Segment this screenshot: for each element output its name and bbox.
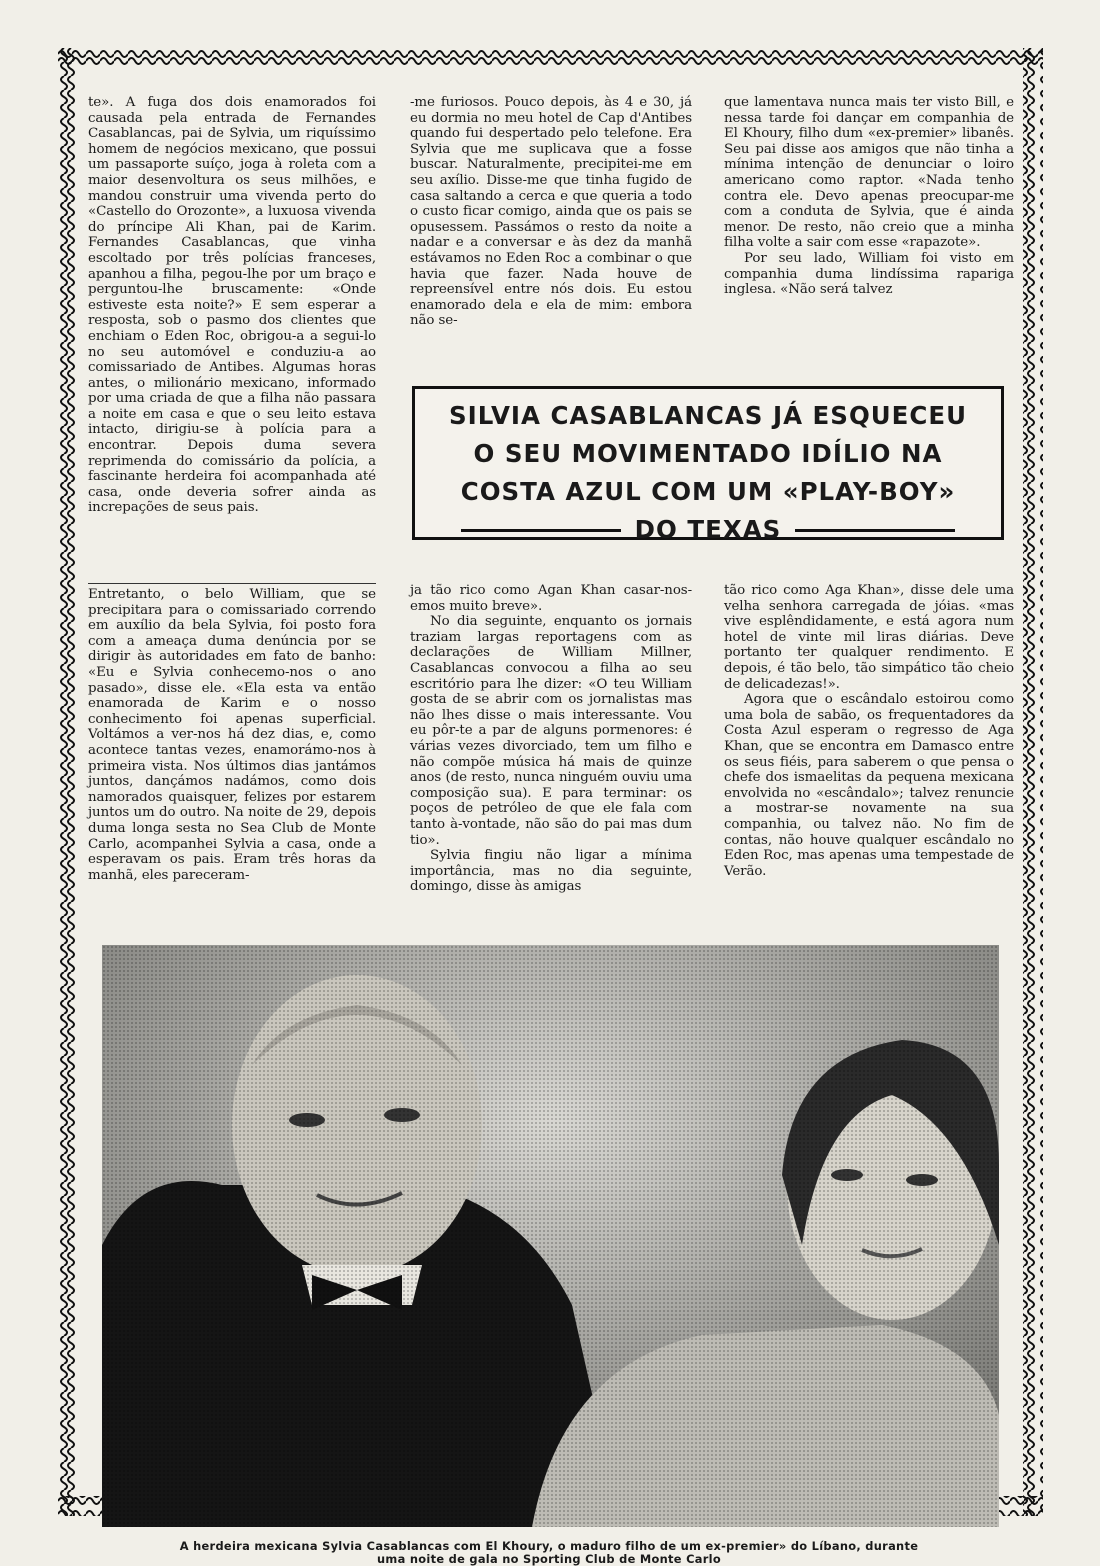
paragraph: tão rico como Aga Khan», disse dele uma velha senhora carregada de jóias. «mas vive esplêndidamente, e está agora num hotel de vinte mil liras diárias. Deve portanto ter qualquer rendimento. E depois, é tão belo, tão simpático tão cheio de delicadezas!». (724, 583, 1014, 692)
paragraph: ja tão rico como Agan Khan casar-nos-emos muito breve». (410, 583, 692, 614)
column-divider (88, 583, 376, 584)
text-column-4 (410, 583, 692, 895)
paragraph: -me furiosos. Pouco depois, às 4 e 30, já eu dormia no meu hotel de Cap d'Antibes quando fui despertado pelo telefone. Era Sylvia que me suplicava que a fosse buscar. Naturalmente, precipitei-me em seu axílio. Disse-me que tinha fugido de casa saltando a cerca e que queria a todo o custo ficar comigo, ainda que os pais se opusessem. Passámos o resto da noite a nadar e a conversar e às dez da manhã estávamos no Eden Roc a combinar o que havia que fazer. Nada houve de repreensível entre nós dois. Eu estou enamorado dela e ela de mim: embora não se- (410, 95, 692, 329)
headline-box (412, 386, 1004, 544)
caption-line-2: uma noite de gala no Sporting Club de Monte Carlo (377, 1552, 721, 1566)
headline-line-2: O SEU MOVIMENTADO IDÍLIO NA (473, 439, 943, 468)
headline-line-4-row (415, 511, 1001, 549)
paragraph: Agora que o escândalo estoirou como uma bola de sabão, os frequentadores da Costa Azul esperam o regresso de Aga Khan, que se encontra em Damasco entre os seus fiéis, para saberem o que pensa o chefe dos ismaelitas da pequena mexicana envolvida no «escândalo»; talvez renuncie a mostrar-se novamente na sua companhia, ou talvez não. No fim de contas, não houve qualquer escândalo no Eden Roc, mas apenas uma tempestade de Verão. (724, 692, 1014, 879)
paragraph: Sylvia fingiu não ligar a mínima importância, mas no dia seguinte, domingo, disse às amigas (410, 848, 692, 895)
text-column-5 (724, 583, 1014, 879)
paragraph: Por seu lado, William foi visto em companhia duma lindíssima rapariga inglesa. «Não será talvez (724, 250, 1014, 298)
caption-line-1: A herdeira mexicana Sylvia Casablancas com El Khoury, o maduro filho de um ex-premier» do Líbano, durante (179, 1539, 919, 1553)
headline (415, 397, 1001, 549)
text-column-1 (88, 95, 376, 516)
headline-line-1: SILVIA CASABLANCAS JÁ ESQUECEU (448, 401, 968, 430)
photo-caption (94, 1540, 1004, 1566)
paragraph: te». A fuga dos dois enamorados foi causada pela entrada de Fernandes Casablancas, pai de Sylvia, um riquíssimo homem de negócios mexicano, que possui um passaporte suíço, joga à roleta com a maior desenvoltura os seus milhões, e mandou construir uma vivenda perto do «Castello do Orozonte», a luxuosa vivenda do príncipe Ali Khan, pai de Karim. Fernandes Casablancas, que vinha escoltado por três polícias franceses, apanhou a filha, pegou-lhe por um braço e perguntou-lhe bruscamente: «Onde estiveste esta noite?» E sem esperar a resposta, sob o pasmo dos clientes que enchiam o Eden Roc, obrigou-a a segui-lo no seu automóvel e conduziu-a ao comissariado de Antibes. Algumas horas antes, o milionário mexicano, informado por uma criada de que a filha não passara a noite em casa e que o seu leito estava intacto, dirigiu-se à polícia para a encontrar. Depois duma severa reprimenda do comissário da polícia, a fascinante herdeira foi acompanhada até casa, onde deveria sofrer ainda as increpações de seus pais. (88, 95, 376, 516)
text-column-1b (88, 587, 376, 883)
headline-line-4: DO TEXAS (634, 515, 782, 544)
paragraph: No dia seguinte, enquanto os jornais traziam largas reportagens com as declarações de William Millner, Casablancas convocou a filha ao seu escritório para lhe dizer: «O teu William gosta de se abrir com os jornalistas mas não lhes disse o mais interessante. Vou eu pôr-te a par de alguns pormenores: é várias vezes divorciado, tem um filho e não compõe música há mais de quinze anos (de resto, nunca ninguém ouviu uma composição sua). E para terminar: os poços de petróleo de que ele fala com tanto à-vontade, não são do pai mas dum tio». (410, 614, 692, 848)
photo-illustration (102, 945, 999, 1527)
headline-line-3: COSTA AZUL COM UM «PLAY-BOY» (460, 477, 956, 506)
headline-rule-right (795, 529, 955, 532)
text-column-2 (410, 95, 692, 329)
paragraph: que lamentava nunca mais ter visto Bill, e nessa tarde foi dançar em companhia de El Khoury, filho dum «ex-premier» libanês. Seu pai disse aos amigos que não tinha a mínima intenção de denunciar o loiro americano como raptor. «Nada tenho contra ele. Devo apenas preocupar-me com a conduta de Sylvia, que é ainda menor. De resto, não creio que a minha filha volte a sair com esse «rapazote». (724, 95, 1014, 251)
photograph (102, 945, 999, 1527)
text-column-3 (724, 95, 1014, 298)
headline-rule-left (461, 529, 621, 532)
paragraph: Entretanto, o belo William, que se precipitara para o comissariado correndo em auxílio da bela Sylvia, foi posto fora com a ameaça duma denúncia por se dirigir às autoridades em fato de banho: «Eu e Sylvia conhecemo-nos o ano pasado», disse ele. «Ela esta va então enamorada de Karim e o nosso conhecimento foi apenas superficial. Voltámos a ver-nos há dez dias, e, como acontece tantas vezes, enamorámo-nos à primeira vista. Nos últimos dias jantámos juntos, dançámos nadámos, como dois namorados quaisquer, felizes por estarem juntos um do outro. Na noite de 29, depois duma longa sesta no Sea Club de Monte Carlo, acompanhei Sylvia a casa, onde a esperavam os pais. Eram três horas da manhã, eles pareceram- (88, 587, 376, 883)
